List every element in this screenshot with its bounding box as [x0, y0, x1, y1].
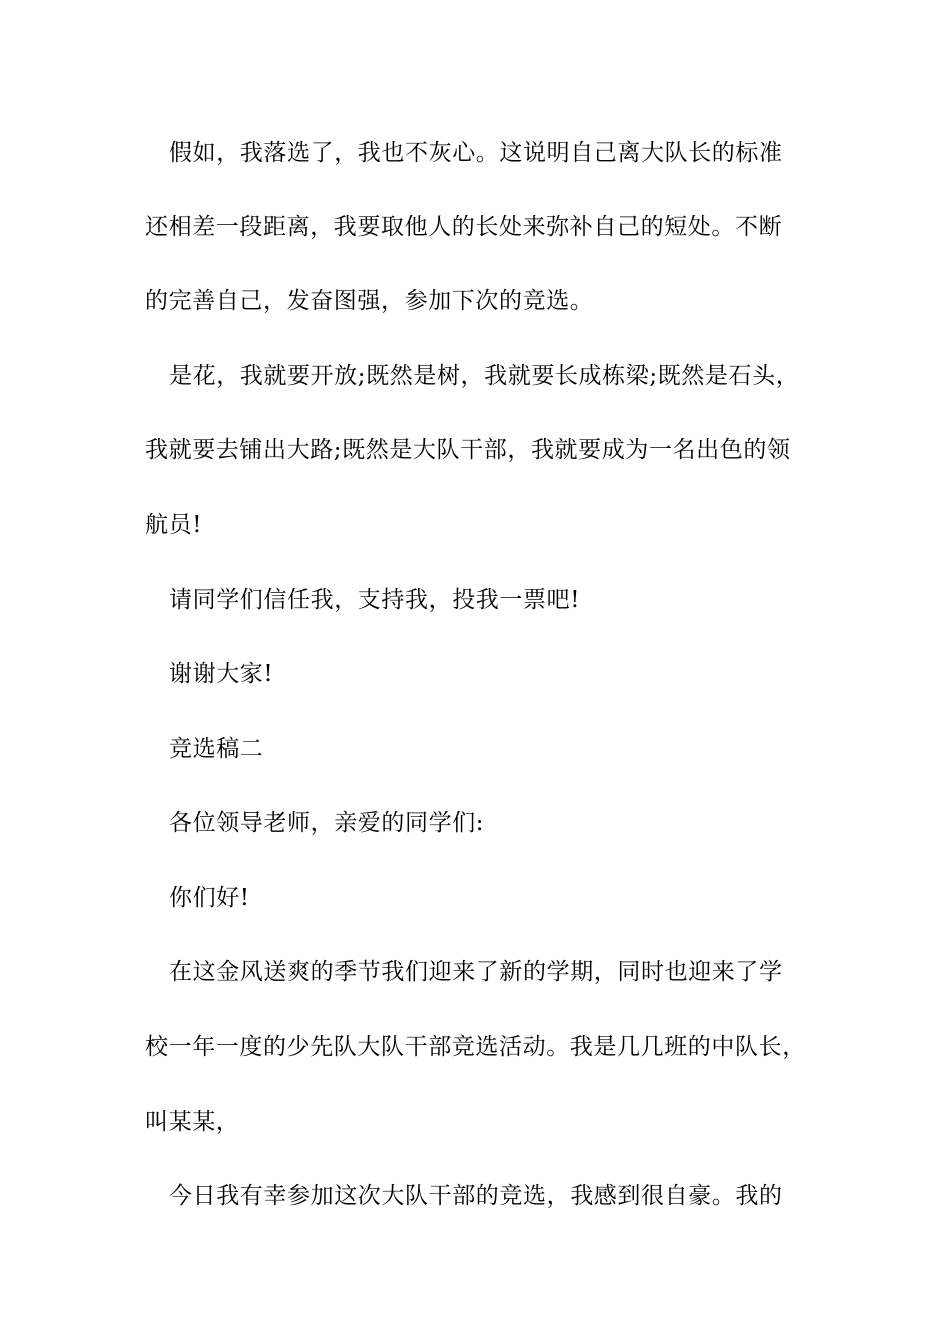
text-line: 我就要去铺出大路;既然是大队干部，我就要成为一名出色的领: [145, 437, 791, 463]
greeting: 你们好!: [169, 885, 250, 911]
text-line: 谢谢大家!: [169, 661, 274, 687]
text-line: 假如，我落选了，我也不灰心。这说明自己离大队长的标准: [169, 140, 783, 166]
salutation: 各位领导老师，亲爱的同学们:: [169, 810, 485, 836]
text-line: 在这金风送爽的季节我们迎来了新的学期，同时也迎来了学: [169, 959, 783, 985]
text-line: 叫某某，: [145, 1109, 240, 1135]
text-line: 校一年一度的少先队大队干部竞选活动。我是几几班的中队长，: [145, 1034, 806, 1060]
text-line: 今日我有幸参加这次大队干部的竞选，我感到很自豪。我的: [169, 1183, 783, 1209]
section-heading: 竞选稿二: [169, 736, 264, 762]
text-line: 还相差一段距离，我要取他人的长处来弥补自己的短处。不断: [145, 214, 783, 240]
text-line: 航员!: [145, 512, 203, 538]
text-line: 请同学们信任我，支持我，投我一票吧!: [169, 587, 581, 613]
text-line: 的完善自己，发奋图强，参加下次的竞选。: [145, 288, 594, 314]
text-line: 是花，我就要开放;既然是树，我就要长成栋梁;既然是石头，: [169, 363, 800, 389]
